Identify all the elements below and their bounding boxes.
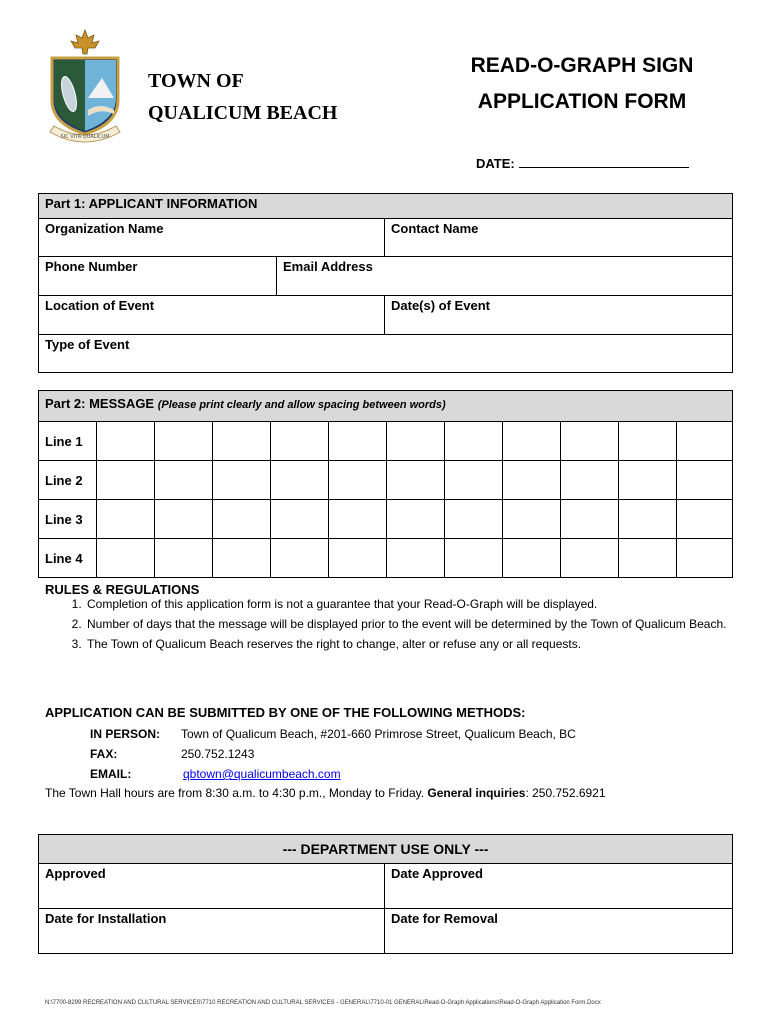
letter-box[interactable] (97, 422, 155, 461)
email-label: EMAIL: (90, 767, 132, 781)
letter-box[interactable] (619, 461, 677, 500)
fax-number: 250.752.1243 (181, 747, 255, 761)
rule-item: 3. The Town of Qualicum Beach reserves the right to change, alter or refuse any or all requests. (85, 634, 770, 654)
line-label: Line 1 (39, 422, 97, 461)
letter-box[interactable] (445, 500, 503, 539)
contact-name-field[interactable]: Contact Name (385, 219, 733, 257)
letter-box[interactable] (329, 539, 387, 578)
message-line-row (39, 422, 733, 461)
part2-heading: MESSAGE (89, 396, 155, 411)
letter-box[interactable] (271, 539, 329, 578)
line-label: Line 2 (39, 461, 97, 500)
letter-box[interactable] (561, 539, 619, 578)
dates-of-event-field[interactable]: Date(s) of Event (385, 296, 733, 335)
letter-box[interactable] (619, 539, 677, 578)
part2-header (39, 391, 733, 422)
letter-box[interactable] (503, 500, 561, 539)
part1-header (39, 194, 733, 219)
message-line-row (39, 539, 733, 578)
date-for-removal-field[interactable]: Date for Removal (385, 909, 733, 954)
letter-box[interactable] (445, 422, 503, 461)
date-field[interactable] (476, 156, 689, 171)
file-path-footer: N:\7700-8299 RECREATION AND CULTURAL SERVICES\7710 RECREATION AND CULTURAL SERVICES - GENERAL\7710-01 GENERAL\Read-O-Graph Applications\Read-O-Graph Application Form.Docx (45, 1000, 601, 1006)
rule-item: 2. Number of days that the message will be displayed prior to the event will be determined by the Town of Qualicum Beach. (85, 614, 770, 634)
part1-label: Part 1: (45, 196, 86, 211)
date-line[interactable] (519, 156, 689, 168)
letter-box[interactable] (677, 500, 733, 539)
town-name-line1: TOWN OF (148, 70, 244, 92)
part2-label: Part 2: (45, 396, 86, 411)
inquiries-label: General inquiries (427, 786, 526, 800)
town-crest-logo (44, 28, 126, 146)
line-label: Line 3 (39, 500, 97, 539)
letter-box[interactable] (213, 422, 271, 461)
letter-box[interactable] (97, 539, 155, 578)
in-person-label: IN PERSON: (90, 727, 161, 741)
fax-label: FAX: (90, 747, 118, 761)
line-label: Line 4 (39, 539, 97, 578)
letter-box[interactable] (271, 500, 329, 539)
part2-note: (Please print clearly and allow spacing between words) (157, 399, 446, 411)
form-title-line2: APPLICATION FORM (477, 90, 687, 113)
submission-heading: APPLICATION CAN BE SUBMITTED BY ONE OF THE FOLLOWING METHODS: (45, 705, 526, 720)
approved-field[interactable]: Approved (39, 864, 385, 909)
letter-box[interactable] (387, 422, 445, 461)
in-person-address: Town of Qualicum Beach, #201-660 Primrose Street, Qualicum Beach, BC (181, 727, 576, 741)
type-of-event-field[interactable]: Type of Event (39, 335, 733, 373)
message-table (38, 390, 733, 578)
letter-box[interactable] (329, 422, 387, 461)
letter-box[interactable] (213, 500, 271, 539)
message-line-row (39, 500, 733, 539)
letter-box[interactable] (387, 461, 445, 500)
department-use-table (38, 834, 733, 954)
letter-box[interactable] (561, 500, 619, 539)
letter-box[interactable] (677, 461, 733, 500)
phone-number-field[interactable]: Phone Number (39, 257, 277, 296)
date-label: DATE: (476, 156, 515, 171)
rules-heading: RULES & REGULATIONS (45, 582, 200, 597)
letter-box[interactable] (503, 422, 561, 461)
letter-box[interactable] (561, 461, 619, 500)
letter-box[interactable] (155, 500, 213, 539)
letter-box[interactable] (561, 422, 619, 461)
part1-heading: APPLICANT INFORMATION (88, 196, 258, 211)
letter-box[interactable] (445, 539, 503, 578)
date-for-installation-field[interactable]: Date for Installation (39, 909, 385, 954)
letter-box[interactable] (677, 422, 733, 461)
letter-box[interactable] (619, 422, 677, 461)
hours-text: The Town Hall hours are from 8:30 a.m. to 4:30 p.m., Monday to Friday. (45, 786, 425, 800)
letter-box[interactable] (387, 500, 445, 539)
email-address-field[interactable]: Email Address (277, 257, 733, 296)
letter-box[interactable] (329, 500, 387, 539)
applicant-info-table (38, 193, 733, 373)
organization-name-field[interactable]: Organization Name (39, 219, 385, 257)
rule-item: 1. Completion of this application form is not a guarantee that your Read-O-Graph will be displayed. (85, 594, 770, 614)
letter-box[interactable] (213, 461, 271, 500)
letter-box[interactable] (619, 500, 677, 539)
letter-box[interactable] (155, 422, 213, 461)
letter-box[interactable] (155, 461, 213, 500)
form-title-line1: READ-O-GRAPH SIGN (470, 54, 694, 77)
svg-text:SIC VITA QUALICUM: SIC VITA QUALICUM (60, 134, 110, 140)
letter-box[interactable] (97, 500, 155, 539)
rules-list (45, 594, 770, 654)
letter-box[interactable] (271, 422, 329, 461)
town-name-line2: QUALICUM BEACH (148, 102, 338, 124)
town-hall-hours (45, 786, 606, 800)
message-line-row (39, 461, 733, 500)
inquiries-number: : 250.752.6921 (525, 786, 606, 800)
letter-box[interactable] (503, 461, 561, 500)
letter-box[interactable] (445, 461, 503, 500)
letter-box[interactable] (329, 461, 387, 500)
letter-box[interactable] (97, 461, 155, 500)
email-link[interactable]: qbtown@qualicumbeach.com (183, 767, 341, 781)
letter-box[interactable] (213, 539, 271, 578)
date-approved-field[interactable]: Date Approved (385, 864, 733, 909)
letter-box[interactable] (155, 539, 213, 578)
location-of-event-field[interactable]: Location of Event (39, 296, 385, 335)
letter-box[interactable] (503, 539, 561, 578)
letter-box[interactable] (271, 461, 329, 500)
department-header: --- DEPARTMENT USE ONLY --- (39, 835, 733, 864)
letter-box[interactable] (677, 539, 733, 578)
letter-box[interactable] (387, 539, 445, 578)
